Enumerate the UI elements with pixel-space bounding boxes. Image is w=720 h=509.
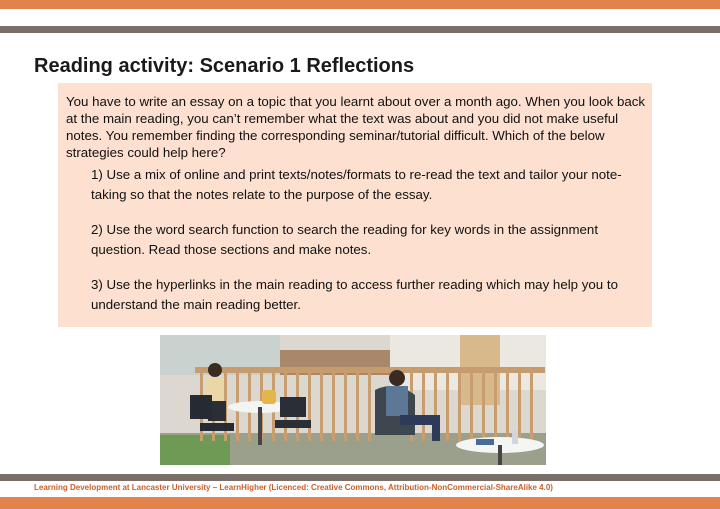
strategy-option-3: 3) Use the hyperlinks in the main reading to access further reading which may help you to understand the main reading better.	[91, 277, 618, 312]
strategy-option-2: 2) Use the word search function to search the reading for key words in the assignment question. Read those sections and make notes.	[91, 222, 599, 257]
top-divider-bar	[0, 26, 720, 33]
bottom-accent-bar	[0, 497, 720, 509]
top-accent-bar	[0, 0, 720, 9]
bottom-divider-bar	[0, 474, 720, 481]
footer-credit: Learning Development at Lancaster University – LearnHigher (Licenced: Creative Commons, Attribution-NonCommercial-ShareAlike 4.0)	[34, 483, 553, 492]
scenario-panel	[58, 83, 652, 327]
scenario-intro: You have to write an essay on a topic that you learnt about over a month ago. When you look back at the main reading, you can’t remember what the text was about and you did not make useful notes. You remember finding the corresponding seminar/tutorial difficult. Which of the below strategies could help here?	[66, 94, 646, 160]
strategy-option-1: 1) Use a mix of online and print texts/notes/formats to re-read the text and tailor your note- taking so that the notes relate to the purpose of the essay.	[91, 167, 622, 202]
study-space-photo	[160, 335, 546, 465]
page-title: Reading activity: Scenario 1 Reflections	[34, 55, 415, 77]
